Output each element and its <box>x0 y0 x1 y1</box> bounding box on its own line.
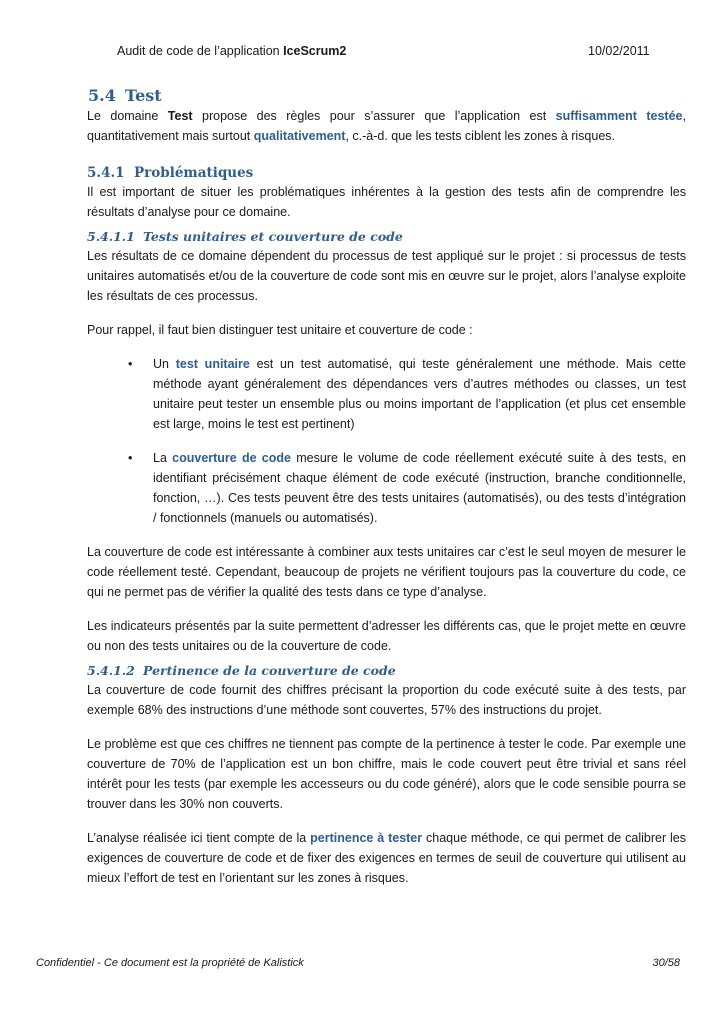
section-intro: Le domaine Test propose des règles pour s’assurer que l’application est suffisamment testée, quantitativement mais surtout qualitativement, c.-à-d. que les tests ciblent les zones à risques. <box>87 109 686 143</box>
sub1-paragraph-4: Les indicateurs présentés par la suite permettent d’adresser les différents cas, que le projet mette en œuvre ou non des tests unitaires ou de la couverture de code. <box>87 619 686 653</box>
sub2-title: Pertinence de la couverture de code <box>143 663 396 678</box>
sub1-paragraph-3: La couverture de code est intéressante à combiner aux tests unitaires car c’est le seul moyen de mesurer le code réellement testé. Cependant, beaucoup de projets ne vérifient toujours pas la couverture du code, ce qui ne permet pas de vérifier la qualité des tests dans ce type d’analyse. <box>87 545 686 599</box>
sub2-paragraph-1: La couverture de code fournit des chiffres précisant la proportion du code exécuté suite à des tests, par exemple 68% des instructions d’une méthode sont couvertes, 57% des instructions du projet. <box>87 683 686 717</box>
sub1-paragraph-2: Pour rappel, il faut bien distinguer test unitaire et couverture de code : <box>87 323 473 337</box>
header-title: Audit de code de l’application IceScrum2 <box>117 44 347 58</box>
term-couverture-de-code: couverture de code <box>172 451 291 465</box>
sub2-paragraph-3: L’analyse réalisée ici tient compte de la pertinence à tester chaque méthode, ce qui permet de calibrer les exigences de couverture de code et de fixer des exigences en termes de seuil de couverture qui utilisent au mieux l’effort de test en l’orientant sur les zones à risques. <box>87 831 686 885</box>
page-number: 30/58 <box>652 957 680 969</box>
sub1-title: Tests unitaires et couverture de code <box>143 229 403 244</box>
subsection-title: Problématiques <box>134 165 254 181</box>
bullet-icon: • <box>128 451 133 465</box>
header-date: 10/02/2011 <box>588 44 650 58</box>
sub2-paragraph-2: Le problème est que ces chiffres ne tiennent pas compte de la pertinence à tester le code. Par exemple une couverture de 70% de l’application est un bon chiffre, mais le code couvert peut être trivial et sans réel intérêt pour les tests (par exemple les accesseurs ou du code généré), alors que le code sensible pourra se trouver dans les 30% non couverts. <box>87 737 686 811</box>
sub2-number: 5.4.1.2 <box>87 663 135 678</box>
list-item: • Un test unitaire est un test automatisé, qui teste généralement une méthode. Mais cette méthode ayant généralement des dépendances vers d’autres méthodes ou classes, un test unitaire peut tester un ensemble plus ou moins important de l’application (et plus cet ensemble est large, moins le test est pertinent) <box>87 354 686 434</box>
subsection-number: 5.4.1 <box>87 165 125 181</box>
header-app-name: IceScrum2 <box>283 44 347 58</box>
bullet-icon: • <box>128 357 133 371</box>
subsection-intro: Il est important de situer les problématiques inhérentes à la gestion des tests afin de comprendre les résultats d’analyse pour ce domaine. <box>87 185 686 219</box>
sub1-heading <box>87 228 686 246</box>
section-heading <box>88 86 687 106</box>
subsection-heading <box>87 164 686 182</box>
term-test-unitaire: test unitaire <box>175 357 250 371</box>
term-pertinence: pertinence à tester <box>310 831 423 845</box>
definition-list <box>87 354 686 528</box>
sub1-number: 5.4.1.1 <box>87 229 135 244</box>
sub1-paragraph-1: Les résultats de ce domaine dépendent du processus de test appliqué sur le projet : si processus de tests unitaires automatisés et/ou de la couverture de code sont mis en œuvre sur le projet, alors l’analyse exploite les résultats de ces processus. <box>87 249 686 303</box>
footer-confidential: Confidentiel - Ce document est la propriété de Kalistick <box>36 957 304 969</box>
page-content <box>87 86 686 888</box>
section-title: Test <box>125 86 162 105</box>
section-number: 5.4 <box>88 86 116 105</box>
list-item: • La couverture de code mesure le volume de code réellement exécuté suite à des tests, en identifiant précisément chaque élément de code exécuté (instruction, branche conditionnelle, fonction, …). Ces tests peuvent être des tests unitaires (automatisés), ou des tests d’intégration / fonctionnels (manuels ou automatisés). <box>87 448 686 528</box>
sub2-heading <box>87 662 686 680</box>
